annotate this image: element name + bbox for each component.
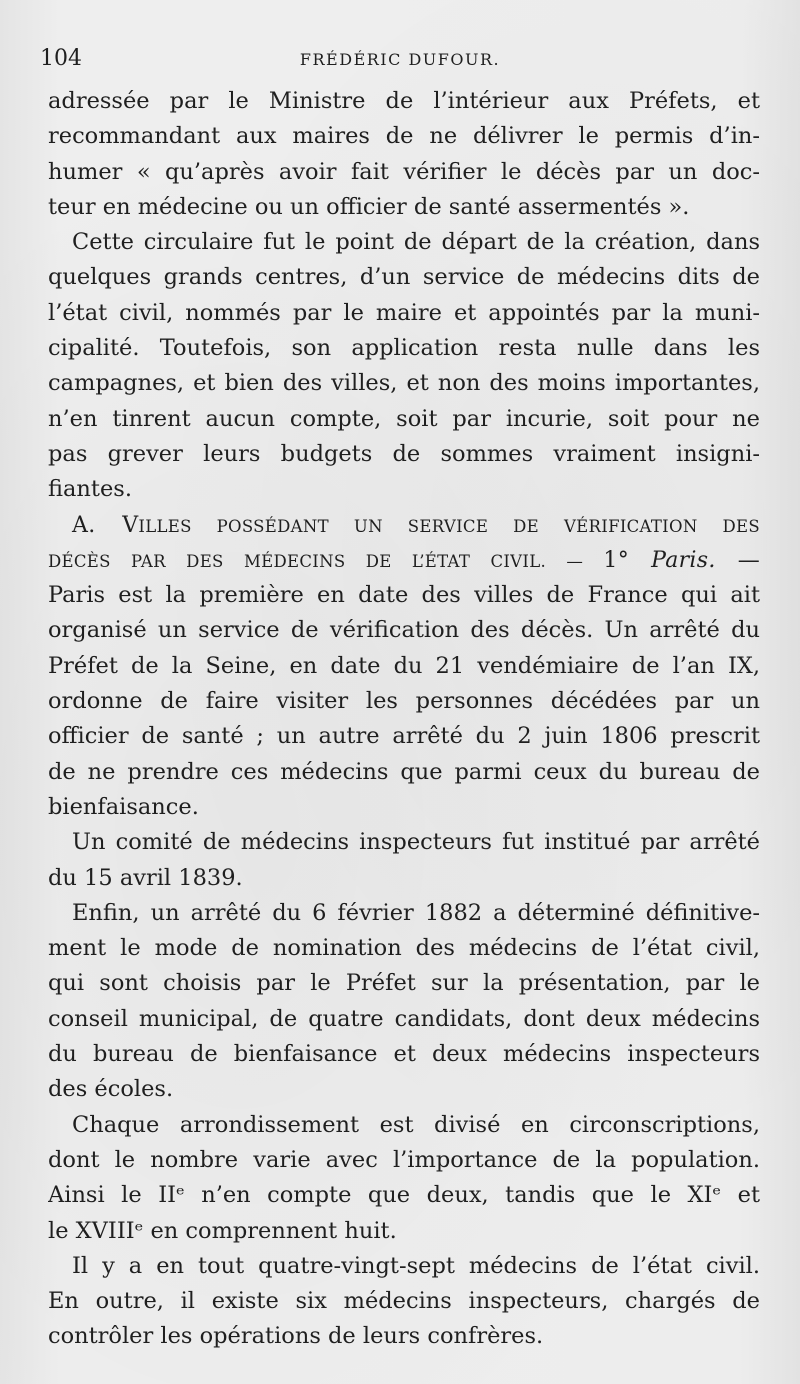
- text-line: recommandant aux maires de ne délivrer le permis d’in-: [48, 123, 760, 150]
- text-line: Paris est la première en date des villes de France qui ait: [48, 582, 760, 609]
- text-line: des écoles.: [48, 1076, 174, 1103]
- text-line: quelques grands centres, d’un service de médecins dits de: [48, 264, 760, 291]
- body-text: [48, 84, 760, 1355]
- section-heading-line: [48, 543, 760, 578]
- text-line: dont le nombre varie avec l’importance de la population.: [48, 1146, 760, 1173]
- text-line: humer « qu’après avoir fait vérifier le décès par un doc-: [48, 158, 760, 185]
- section-heading-text: DÉCÈS PAR DES MÉDECINS DE L’ÉTAT CIVIL. —: [48, 551, 604, 571]
- text-line: qui sont choisis par le Préfet sur la présentation, par le: [48, 970, 760, 997]
- section-title-paris: Paris.: [651, 547, 716, 573]
- page-header: [40, 44, 760, 78]
- text-line: fiantes.: [48, 476, 132, 503]
- text-line: conseil municipal, de quatre candidats, dont deux médecins: [48, 1005, 760, 1032]
- text-line: campagnes, et bien des villes, et non des moins importantes,: [48, 370, 760, 397]
- section-number: 1°: [603, 547, 652, 573]
- running-head: FRÉDÉRIC DUFOUR.: [299, 50, 501, 69]
- text-line: bienfaisance.: [48, 793, 199, 820]
- text-line: Il y a en tout quatre-vingt-sept médecins de l’état civil.: [72, 1252, 760, 1279]
- text-line: Préfet de la Seine, en date du 21 vendémiaire de l’an IX,: [48, 652, 760, 679]
- text-line: de ne prendre ces médecins que parmi ceux du bureau de: [48, 758, 760, 785]
- section-dash: —: [715, 547, 760, 573]
- text-line: En outre, il existe six médecins inspecteurs, chargés de: [48, 1288, 760, 1315]
- text-line: organisé un service de vérification des décès. Un arrêté du: [48, 617, 760, 644]
- text-line: l’état civil, nommés par le maire et appointés par la muni-: [48, 299, 760, 326]
- text-line: cipalité. Toutefois, son application resta nulle dans les: [48, 335, 760, 362]
- text-line: pas grever leurs budgets de sommes vraiment insigni-: [48, 440, 760, 467]
- text-line: officier de santé ; un autre arrêté du 2 juin 1806 prescrit: [48, 723, 760, 750]
- text-line: n’en tinrent aucun compte, soit par incurie, soit pour ne: [48, 405, 760, 432]
- text-line: contrôler les opérations de leurs confrères.: [48, 1323, 544, 1350]
- text-line: teur en médecine ou un officier de santé assermentés ».: [48, 193, 690, 220]
- text-line: Ainsi le IIᵉ n’en compte que deux, tandis que le XIᵉ et: [48, 1182, 760, 1209]
- text-line: le XVIIIᵉ en comprennent huit.: [48, 1217, 397, 1244]
- text-line: ment le mode de nomination des médecins de l’état civil,: [48, 935, 760, 962]
- text-line: Cette circulaire fut le point de départ de la création, dans: [72, 229, 760, 256]
- section-heading-initial: A. V: [72, 512, 139, 538]
- text-line: Chaque arrondissement est divisé en circonscriptions,: [72, 1111, 760, 1138]
- text-line: adressée par le Ministre de l’intérieur aux Préfets, et: [48, 88, 760, 114]
- page-number: 104: [40, 46, 82, 71]
- section-heading-line: [48, 508, 760, 543]
- text-line: Enfin, un arrêté du 6 février 1882 a déterminé définitive-: [72, 899, 760, 926]
- text-line: ordonne de faire visiter les personnes décédées par un: [48, 688, 760, 715]
- text-line: Un comité de médecins inspecteurs fut institué par arrêté: [72, 829, 760, 856]
- section-heading-text: ILLES POSSÉDANT UN SERVICE DE VÉRIFICATION DES: [138, 516, 760, 536]
- text-line: du bureau de bienfaisance et deux médecins inspecteurs: [48, 1041, 760, 1068]
- text-line: du 15 avril 1839.: [48, 864, 243, 891]
